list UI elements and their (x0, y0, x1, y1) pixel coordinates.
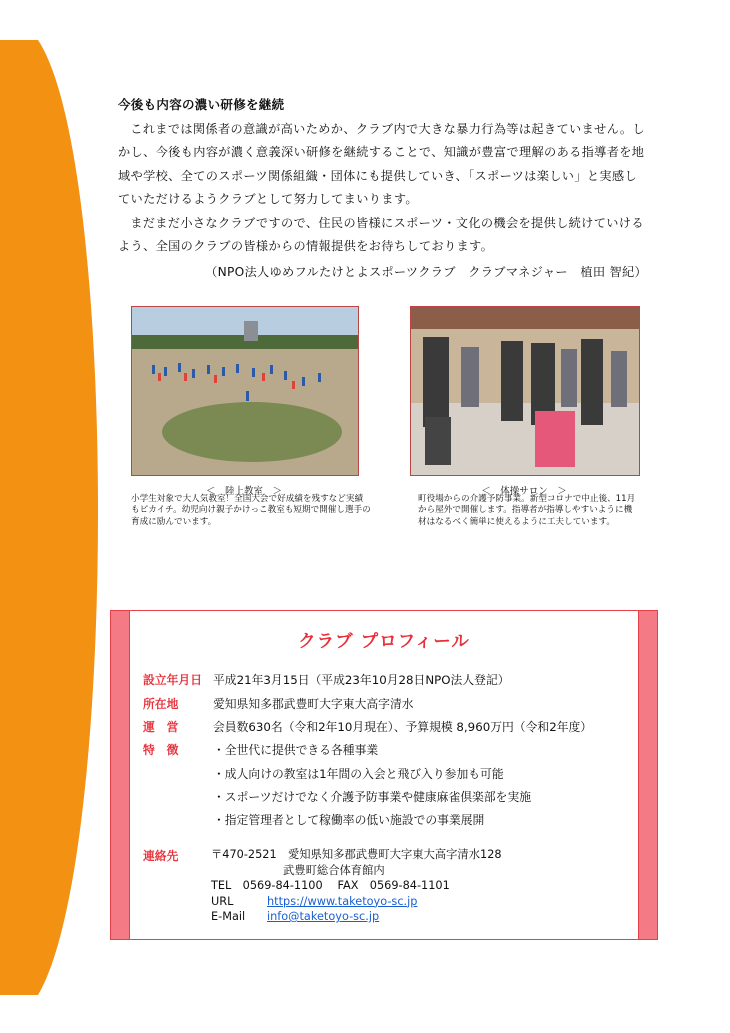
profile-title: クラブ プロフィール (298, 632, 470, 652)
profile-feature-item: ・スポーツだけでなく介護予防事業や健康麻雀倶楽部を実施 (213, 790, 532, 804)
profile-row-founded (143, 671, 510, 688)
profile-row-features (143, 741, 378, 758)
profile-right-bar (638, 611, 657, 939)
article-heading: 今後も内容の濃い研修を継続 (118, 97, 285, 112)
profile-value: 平成21年3月15日（平成23年10月28日NPO法人登記） (213, 673, 510, 687)
photo-left-caption: 小学生対象で大人気教室！全国大会で好成績を残すなど実績もピカイチ。幼児向け親子かけっこ教室も短期で開催し選手の育成に励んでいます。 (131, 494, 371, 527)
photo-right-title: ＜ 体操サロン ＞ (481, 486, 567, 497)
email-link[interactable]: info@taketoyo-sc.jp (267, 910, 380, 923)
profile-row-location (143, 695, 414, 712)
contact-phone-fax: TEL 0569-84-1100 FAX 0569-84-1101 (211, 879, 450, 892)
club-profile-box (110, 610, 658, 940)
profile-label: 所在地 (143, 697, 179, 711)
contact-address-building: 武豊町総合体育館内 (283, 863, 385, 877)
profile-value: 会員数630名（令和2年10月現在）、予算規模 8,960万円（令和2年度） (213, 720, 593, 734)
profile-label: 運 営 (143, 720, 179, 734)
profile-value: 愛知県知多郡武豊町大字東大高字清水 (213, 697, 414, 711)
profile-row-operation (143, 718, 592, 735)
photo-left-title: ＜ 陸上教室 ＞ (205, 486, 282, 497)
email-label: E-Mail (211, 910, 246, 923)
article-paragraph-1: これまでは関係者の意識が高いためか、クラブ内で大きな暴力行為等は起きていません。しかし、今後も内容が濃く意義深い研修を継続することで、知識が豊富で理解のある指導者を地域や学校、全てのスポーツ関係組織・団体にも提供していき、「スポーツは楽しい」と実感していただけるようクラブとして努力してまいります。 (118, 122, 645, 207)
url-label: URL (211, 894, 234, 908)
article-body (118, 118, 648, 258)
article-signature: （NPO法人ゆめフルたけとよスポーツクラブ クラブマネジャー 植田 智紀） (205, 265, 647, 279)
contact-email-row (211, 909, 502, 925)
profile-label: 特 徴 (143, 743, 179, 757)
contact-url-row (211, 894, 502, 910)
contact-block (211, 847, 502, 925)
profile-feature-item: ・成人向けの教室は1年間の入会と飛び入り参加も可能 (213, 767, 504, 781)
photo-track-class (131, 306, 359, 476)
photo-right-caption: 町役場からの介護予防事業。新型コロナで中止後、11月から屋外で開催します。指導者が指導しやすいように機材はなるべく簡単に使えるように工夫しています。 (418, 494, 636, 527)
article-paragraph-2: まだまだ小さなクラブですので、住民の皆様にスポーツ・文化の機会を提供し続けていけるよう、全国のクラブの皆様からの情報提供をお待ちしております。 (118, 215, 644, 254)
profile-label: 設立年月日 (143, 673, 202, 687)
profile-label: 連絡先 (143, 849, 179, 863)
website-link[interactable]: https://www.taketoyo-sc.jp (267, 894, 418, 908)
profile-left-bar (111, 611, 130, 939)
profile-value: ・全世代に提供できる各種事業 (213, 743, 379, 757)
profile-feature-item: ・指定管理者として稼働率の低い施設での事業展開 (213, 813, 485, 827)
contact-address: 〒470-2521 愛知県知多郡武豊町大字東大高字清水128 (211, 848, 502, 861)
orange-side-band (0, 0, 100, 1033)
profile-row-contact (143, 847, 213, 864)
photo-exercise-salon (410, 306, 640, 476)
